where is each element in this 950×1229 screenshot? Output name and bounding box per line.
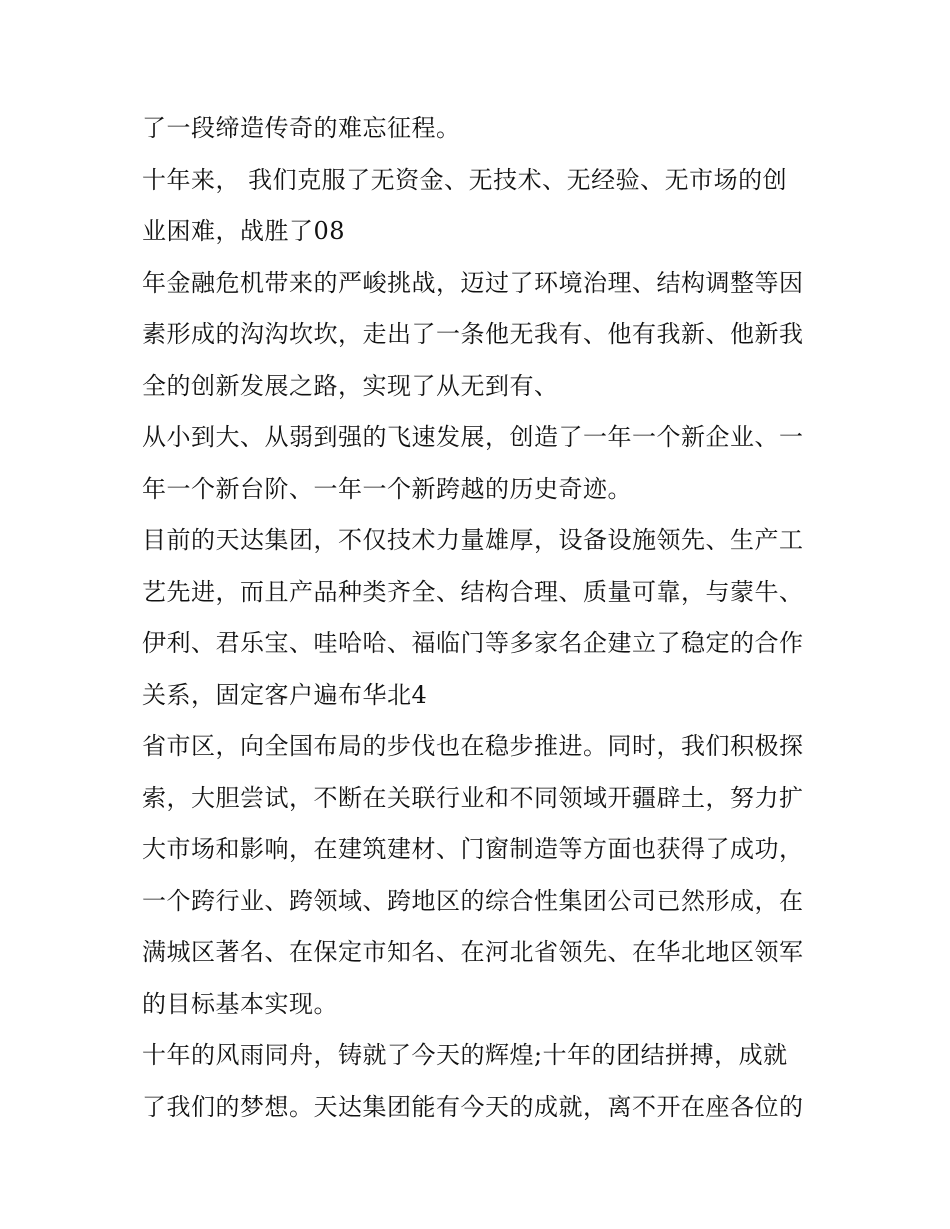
text-line: 年一个新台阶、一年一个新跨越的历史奇迹。 bbox=[142, 474, 632, 503]
text-line: 省市区，向全国布局的步伐也在稳步推进。同时，我们积极探 bbox=[142, 732, 804, 760]
text-line: 目前的天达集团，不仅技术力量雄厚，设备设施领先、生产工 bbox=[142, 526, 804, 554]
text-line: 一个跨行业、跨领域、跨地区的综合性集团公司已然形成，在 bbox=[142, 886, 804, 915]
text-line: 从小到大、从弱到强的飞速发展，创造了一年一个新企业、一 bbox=[142, 423, 804, 451]
text-line: 十年来， 我们克服了无资金、无技术、无经验、无市场的创 bbox=[142, 165, 788, 194]
text-line: 年金融危机带来的严峻挑战，迈过了环境治理、结构调整等因 bbox=[142, 268, 804, 297]
text-line: 了我们的梦想。天达集团能有今天的成就，离不开在座各位的 bbox=[142, 1092, 804, 1121]
text-line: 关系，固定客户遍布华北4 bbox=[142, 680, 428, 709]
text-line: 十年的风雨同舟，铸就了今天的辉煌;十年的团结拼搏，成就 bbox=[142, 1041, 788, 1069]
text-line: 的目标基本实现。 bbox=[142, 989, 338, 1018]
text-line: 全的创新发展之路，实现了从无到有、 bbox=[142, 371, 559, 400]
text-line: 满城区著名、在保定市知名、在河北省领先、在华北地区领军 bbox=[142, 938, 804, 966]
text-line: 索，大胆尝试，不断在关联行业和不同领域开疆辟土，努力扩 bbox=[142, 783, 804, 812]
body-text bbox=[142, 106, 842, 1136]
text-line: 素形成的沟沟坎坎，走出了一条他无我有、他有我新、他新我 bbox=[142, 320, 804, 348]
text-line: 艺先进，而且产品种类齐全、结构合理、质量可靠，与蒙牛、 bbox=[142, 577, 804, 606]
text-line: 业困难，战胜了08 bbox=[142, 217, 346, 245]
text-line: 大市场和影响，在建筑建材、门窗制造等方面也获得了成功， bbox=[142, 835, 804, 863]
text-line: 伊利、君乐宝、哇哈哈、福临门等多家名企建立了稳定的合作 bbox=[142, 629, 804, 657]
text-line: 了一段缔造传奇的难忘征程。 bbox=[142, 114, 461, 142]
